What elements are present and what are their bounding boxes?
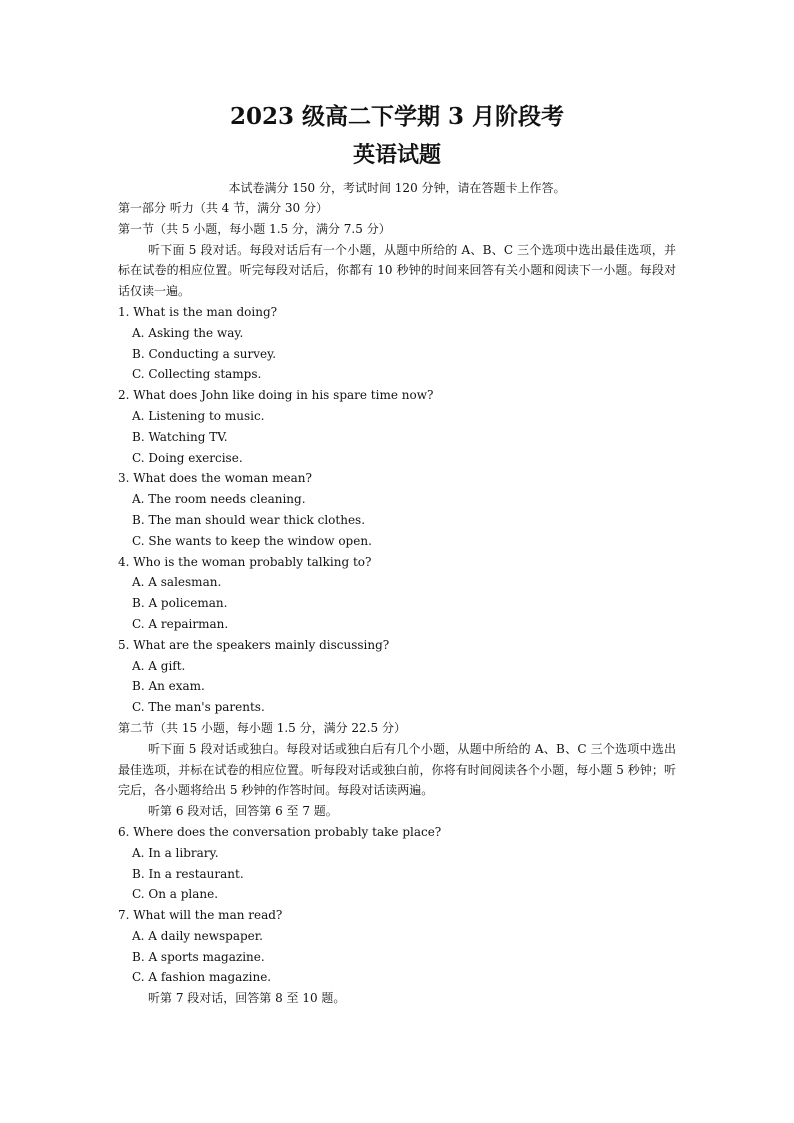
exam-title: 2023 级高二下学期 3 月阶段考 — [229, 103, 565, 130]
question-5 — [118, 635, 676, 718]
option-c: C. Collecting stamps. — [132, 367, 262, 382]
section2-heading: 第二节（共 15 小题，每小题 1.5 分，满分 22.5 分） — [118, 720, 406, 735]
question-stem: 3. What does the woman mean? — [118, 471, 312, 486]
question-1 — [118, 302, 676, 385]
option-a: A. A gift. — [132, 658, 186, 673]
option-b: B. An exam. — [132, 679, 205, 694]
question-stem: 1. What is the man doing? — [118, 304, 278, 319]
option-c: C. A fashion magazine. — [132, 970, 272, 985]
exam-page — [118, 100, 676, 1009]
option-a: A. A daily newspaper. — [132, 928, 263, 943]
question-stem: 7. What will the man read? — [118, 908, 283, 923]
section2-instructions: 听下面 5 段对话或独白。每段对话或独白后有几个小题，从题中所给的 A、B、C 三个选项中选出最佳选项，并标在试卷的相应位置。听每段对话或独白前，你将有时间阅读各个小题，每小题 5 秒钟；听完后，各小题将给出 5 秒钟的作答时间。每段对话读两遍。 — [118, 741, 676, 798]
option-a: A. In a library. — [132, 845, 219, 860]
question-7 — [118, 905, 676, 988]
exam-subtitle: 英语试题 — [352, 142, 441, 168]
exam-note: 本试卷满分 150 分，考试时间 120 分钟，请在答题卡上作答。 — [228, 181, 566, 195]
dialog7-intro: 听第 7 段对话，回答第 8 至 10 题。 — [148, 991, 346, 1006]
dialog6-intro: 听第 6 段对话，回答第 6 至 7 题。 — [148, 804, 338, 819]
option-c: C. The man's parents. — [132, 700, 265, 715]
option-b: B. A policeman. — [132, 596, 228, 611]
question-4 — [118, 552, 676, 635]
question-stem: 4. Who is the woman probably talking to? — [118, 554, 372, 569]
option-a: A. Listening to music. — [132, 408, 265, 423]
section1-instructions: 听下面 5 段对话。每段对话后有一个小题，从题中所给的 A、B、C 三个选项中选出最佳选项，并标在试卷的相应位置。听完每段对话后，你都有 10 秒钟的时间来回答有关小题和阅读下一小题。每段对话仅读一遍。 — [118, 242, 676, 299]
option-a: A. The room needs cleaning. — [132, 492, 306, 507]
option-b: B. Watching TV. — [132, 429, 228, 444]
question-stem: 6. Where does the conversation probably take place? — [118, 824, 442, 839]
option-c: C. She wants to keep the window open. — [132, 533, 372, 548]
question-2 — [118, 385, 676, 468]
option-a: A. A salesman. — [132, 575, 222, 590]
option-c: C. Doing exercise. — [132, 450, 243, 465]
option-c: C. On a plane. — [132, 887, 219, 902]
option-c: C. A repairman. — [132, 616, 229, 631]
section1-heading: 第一节（共 5 小题，每小题 1.5 分，满分 7.5 分） — [118, 221, 391, 236]
option-a: A. Asking the way. — [132, 325, 244, 340]
part1-heading: 第一部分 听力（共 4 节，满分 30 分） — [118, 201, 328, 215]
question-6 — [118, 822, 676, 905]
question-stem: 5. What are the speakers mainly discussing? — [118, 637, 390, 652]
question-stem: 2. What does John like doing in his spare time now? — [118, 388, 434, 403]
option-b: B. A sports magazine. — [132, 949, 265, 964]
option-b: B. The man should wear thick clothes. — [132, 512, 366, 527]
question-3 — [118, 468, 676, 551]
option-b: B. Conducting a survey. — [132, 346, 277, 361]
option-b: B. In a restaurant. — [132, 866, 244, 881]
